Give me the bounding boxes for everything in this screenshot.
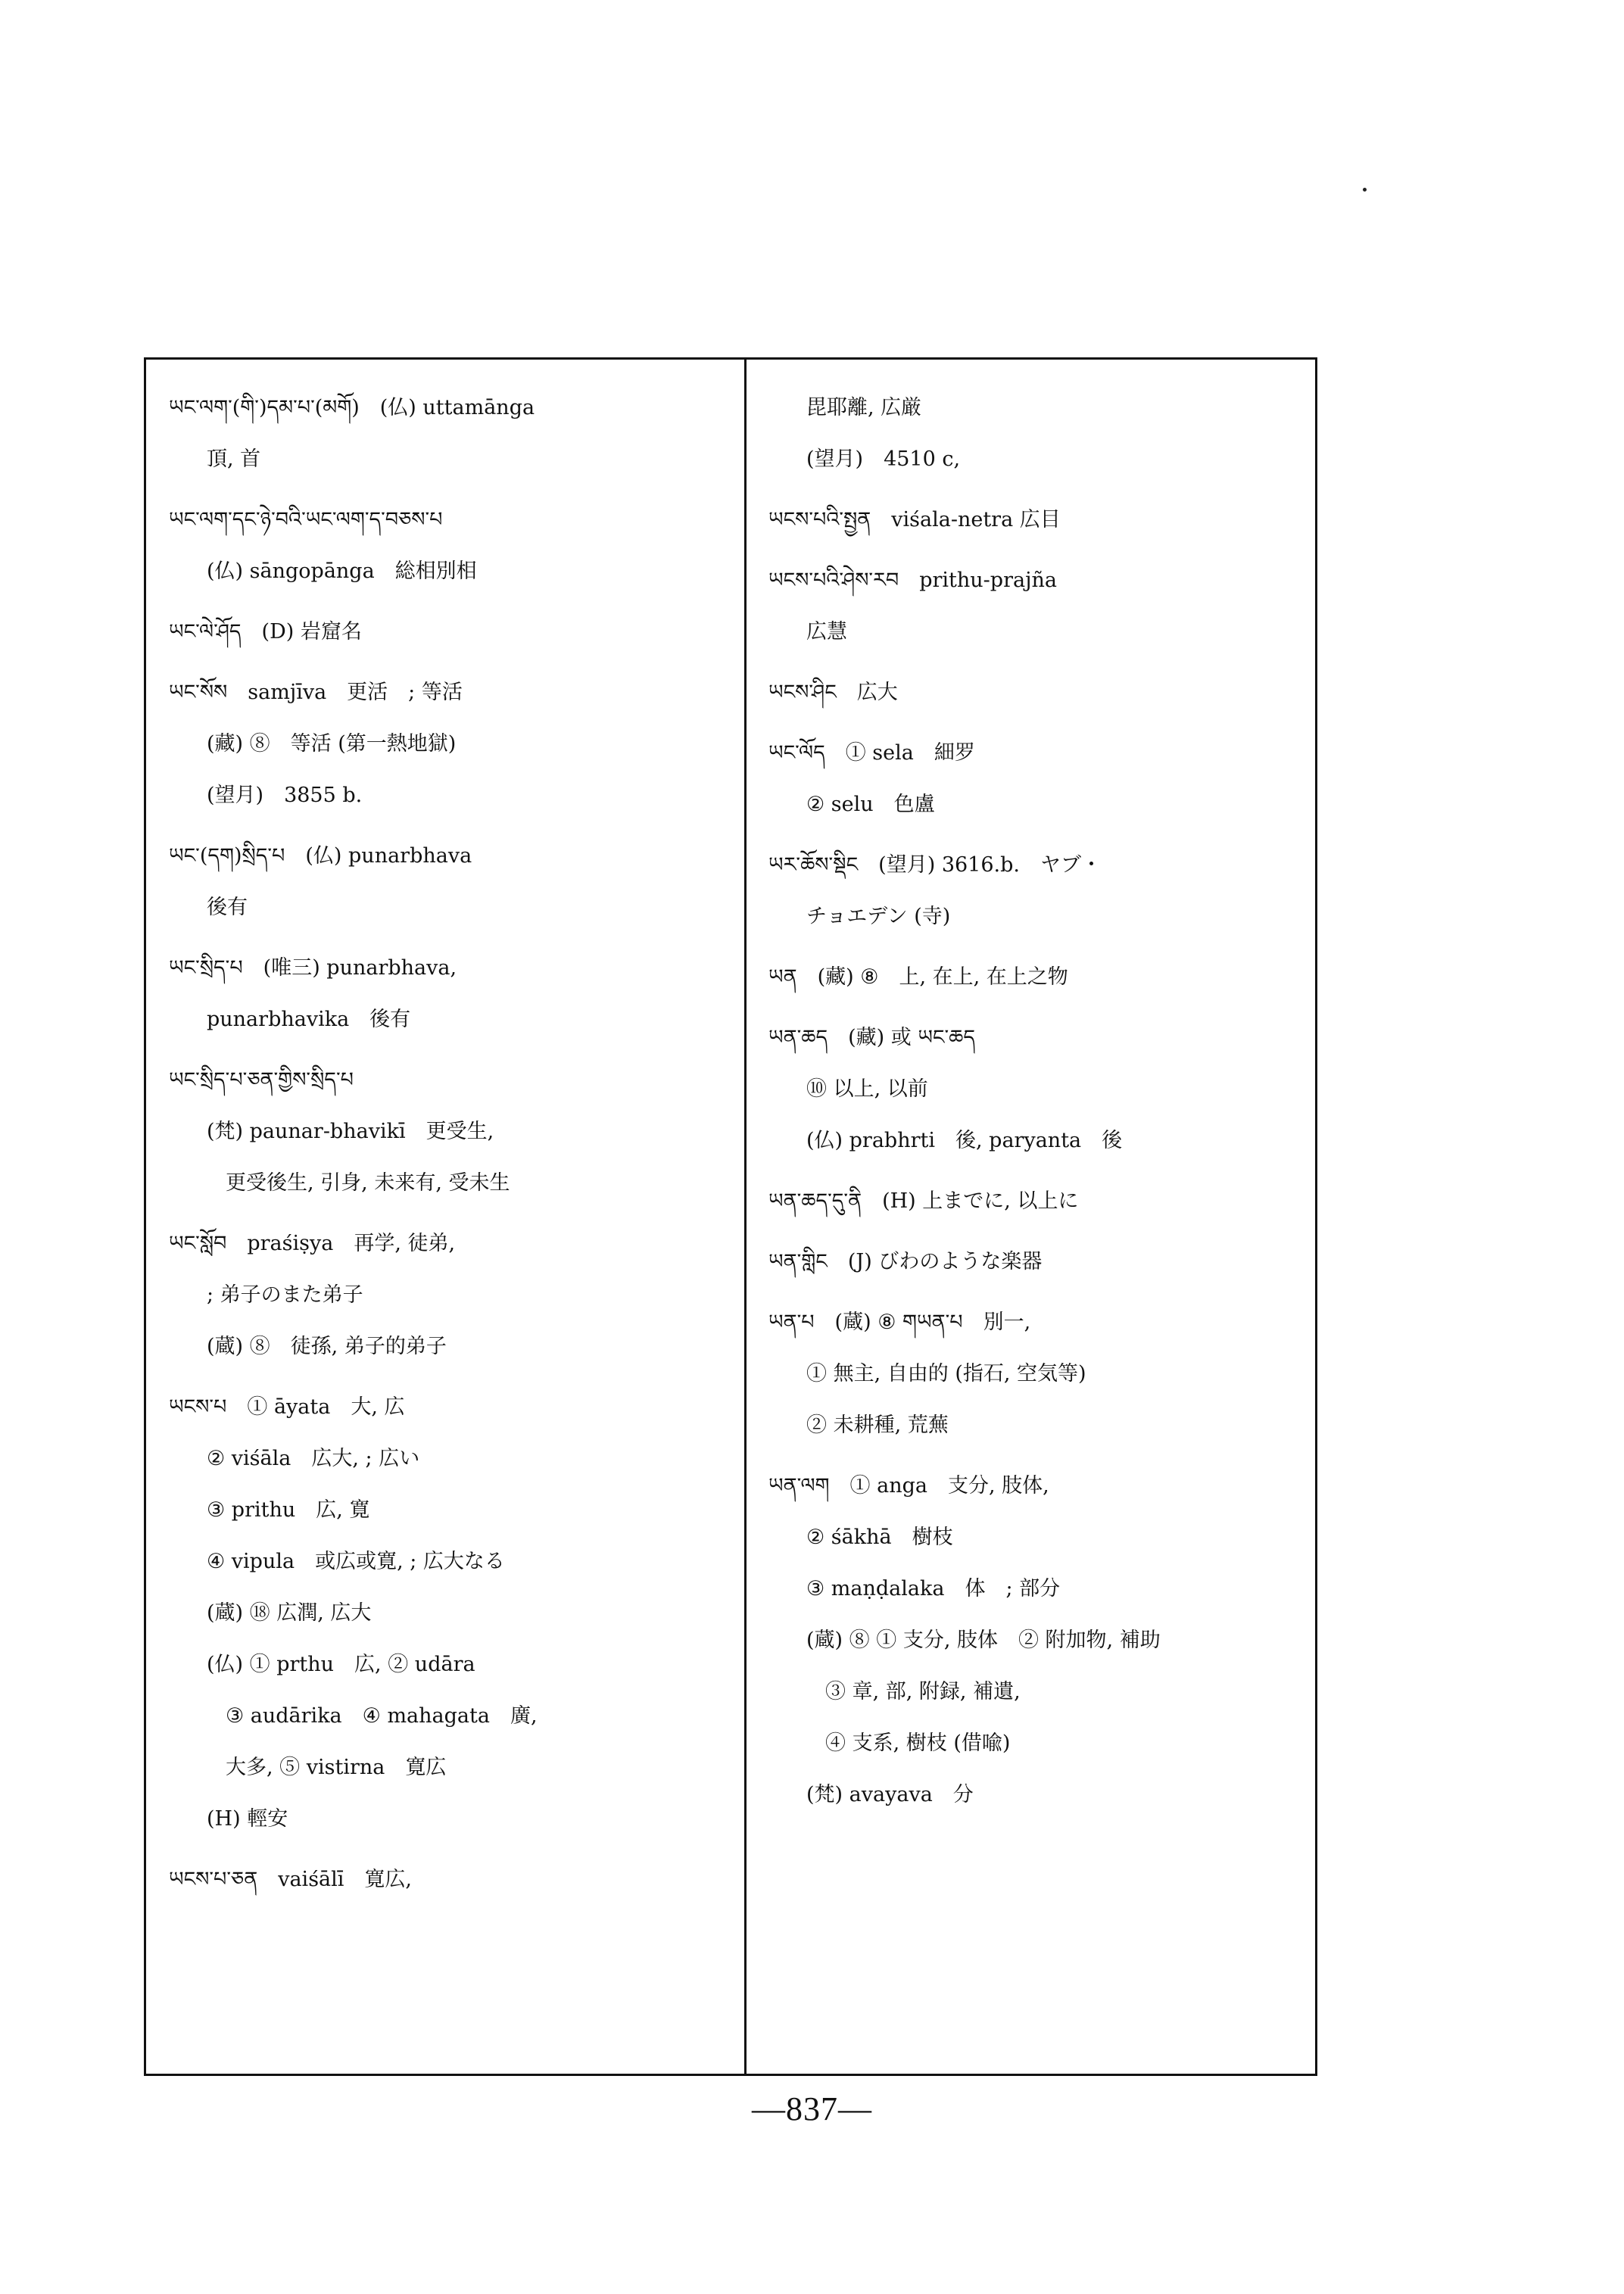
entry-headword-line: ཡངས་པའི་ཤེས་རབ prithu-prajña xyxy=(768,569,1057,592)
entry-headword-line: ཡངས་ཤིང 広大 xyxy=(768,681,898,704)
entry-definition-line: (望月) 3855 b. xyxy=(207,784,363,807)
entry-definition-line: 後有 xyxy=(207,896,248,919)
dictionary-entry xyxy=(169,1382,729,1845)
dictionary-entry xyxy=(768,840,1306,943)
entry-headword-line: ཡང་ལེ་ཤོད (D) 岩窟名 xyxy=(169,620,362,644)
dictionary-entry xyxy=(768,1297,1306,1451)
entry-headword-line: ཡང་སློབ praśiṣya 再学, 徒弟, xyxy=(169,1232,456,1255)
entry-definition-line: ④ vipula 或広或寛, ; 広大なる xyxy=(207,1550,505,1573)
entry-definition-line: (梵) paunar-bhavikī 更受生, xyxy=(207,1120,494,1143)
entry-headword-line: ཡན་པ (蔵) ⑧ གཡན་པ 別一, xyxy=(768,1311,1031,1334)
dictionary-page-frame xyxy=(144,357,1317,2076)
entry-headword-line: ཡངས་པ་ཅན vaiśālī 寛広, xyxy=(169,1868,412,1891)
entry-headword-line: ཡང་(དག)སྲིད་པ (仏) punarbhava xyxy=(169,844,472,868)
entry-headword-line: ཡང་ལོད ① sela 細罗 xyxy=(768,741,975,765)
dictionary-entry xyxy=(768,494,1306,546)
entry-definition-line: (望月) 4510 c, xyxy=(806,447,961,471)
entry-definition-line: 頂, 首 xyxy=(207,447,261,471)
dictionary-entry xyxy=(768,1176,1306,1227)
entry-headword-line: ཡན (藏) ⑧ 上, 在上, 在上之物 xyxy=(768,965,1068,989)
dictionary-entry xyxy=(169,606,729,658)
entry-definition-line: 更受後生, 引身, 未来有, 受未生 xyxy=(226,1171,510,1195)
entry-definition-line: (H) 輕安 xyxy=(207,1807,288,1831)
entry-definition-line: punarbhavika 後有 xyxy=(207,1008,411,1031)
entry-definition-line: (蔵) ⑧ ① 支分, 肢体 ② 附加物, 補助 xyxy=(806,1629,1161,1652)
entry-definition-line: チョエデン (寺) xyxy=(806,905,951,928)
dictionary-entry xyxy=(768,555,1306,658)
dictionary-entry xyxy=(169,494,729,597)
left-column xyxy=(169,382,729,2059)
entry-headword-line: ཡངས་པའི་སྤྱན viśala-netra 広目 xyxy=(768,508,1061,531)
dictionary-entry xyxy=(169,1854,729,1906)
dictionary-entry xyxy=(768,728,1306,831)
entry-headword-line: 毘耶離, 広厳 xyxy=(806,396,922,419)
entry-headword-line: ཡན་ཆད (藏) 或 ཡང་ཆད xyxy=(768,1026,976,1049)
entry-headword-line: ཡང་སྲིད་པ་ཅན་གྱིས་སྲིད་པ xyxy=(169,1068,354,1092)
entry-definition-line: ⑩ 以上, 以前 xyxy=(806,1077,928,1101)
entry-definition-line: ① 無主, 自由的 (指石, 空気等) xyxy=(806,1362,1086,1385)
dictionary-entry xyxy=(768,667,1306,718)
entry-definition-line: ③ audārika ④ mahagata 廣, xyxy=(226,1704,538,1728)
entry-definition-line: ② 未耕種, 荒蕪 xyxy=(806,1413,949,1437)
entry-definition-line: (梵) avayava 分 xyxy=(806,1783,974,1806)
entry-definition-line: (藏) ⑧ 等活 (第一熱地獄) xyxy=(207,732,457,756)
entry-headword-line: ཡང་སོས samjīva 更活 ; 等活 xyxy=(169,681,463,704)
entry-definition-line: ; 弟子のまた弟子 xyxy=(207,1283,363,1307)
entry-headword-line: ཡན་ཆད་དུ་ནི (H) 上までに, 以上に xyxy=(768,1189,1079,1213)
entry-definition-line: (蔵) ⑱ 広潤, 広大 xyxy=(207,1601,372,1625)
column-divider xyxy=(744,360,747,2074)
dictionary-entry xyxy=(768,1236,1306,1288)
dictionary-entry xyxy=(169,667,729,821)
dictionary-entry xyxy=(768,1460,1306,1821)
dictionary-entry xyxy=(169,382,729,485)
scan-speck xyxy=(1363,188,1367,192)
dictionary-entry xyxy=(169,1218,729,1373)
dictionary-entry xyxy=(169,943,729,1046)
entry-headword-line: ཡང་ལག་(གི་)དམ་པ་(མགོ) (仏) uttamānga xyxy=(169,396,535,419)
dictionary-entry xyxy=(169,1055,729,1209)
entry-definition-line: ④ 支系, 樹枝 (借喩) xyxy=(825,1731,1011,1755)
entry-headword-line: ཡན་གླིང (J) びわのような楽器 xyxy=(768,1250,1043,1273)
entry-definition-line: (仏) prabhrti 後, paryanta 後 xyxy=(806,1129,1123,1152)
entry-definition-line: ② śākhā 樹枝 xyxy=(806,1526,953,1549)
entry-headword-line: ཡན་ལག ① anga 支分, 肢体, xyxy=(768,1474,1049,1498)
entry-headword-line: ཡངས་པ ① āyata 大, 広 xyxy=(169,1395,405,1419)
entry-definition-line: ③ 章, 部, 附録, 補遺, xyxy=(825,1680,1021,1703)
dictionary-entry xyxy=(169,831,729,933)
right-column xyxy=(768,382,1306,2059)
page-number: —837— xyxy=(752,2090,872,2127)
entry-headword-line: ཡང་སྲིད་པ (唯三) punarbhava, xyxy=(169,956,457,980)
entry-definition-line: ③ prithu 広, 寛 xyxy=(207,1498,370,1522)
dictionary-entry xyxy=(768,1012,1306,1167)
dictionary-entry xyxy=(768,952,1306,1003)
entry-definition-line: (仏) ① prthu 広, ② udāra xyxy=(207,1653,475,1676)
entry-definition-line: (蔵) ⑧ 徒孫, 弟子的弟子 xyxy=(207,1335,447,1358)
entry-definition-line: ② viśāla 広大, ; 広い xyxy=(207,1447,420,1470)
entry-definition-line: (仏) sāngopānga 総相別相 xyxy=(207,559,477,583)
entry-definition-line: 広慧 xyxy=(806,620,847,644)
entry-definition-line: ③ maṇḍalaka 体 ; 部分 xyxy=(806,1577,1061,1601)
entry-definition-line: ② selu 色盧 xyxy=(806,793,935,816)
dictionary-entry xyxy=(768,382,1306,485)
entry-definition-line: 大多, ⑤ vistirna 寛広 xyxy=(226,1756,447,1779)
entry-headword-line: ཡང་ལག་དང་ཉེ་བའི་ཡང་ལག་ད་བཅས་པ xyxy=(169,508,443,531)
entry-headword-line: ཡར་ཆོས་སྡིང (望月) 3616.b. ヤブ・ xyxy=(768,853,1102,877)
